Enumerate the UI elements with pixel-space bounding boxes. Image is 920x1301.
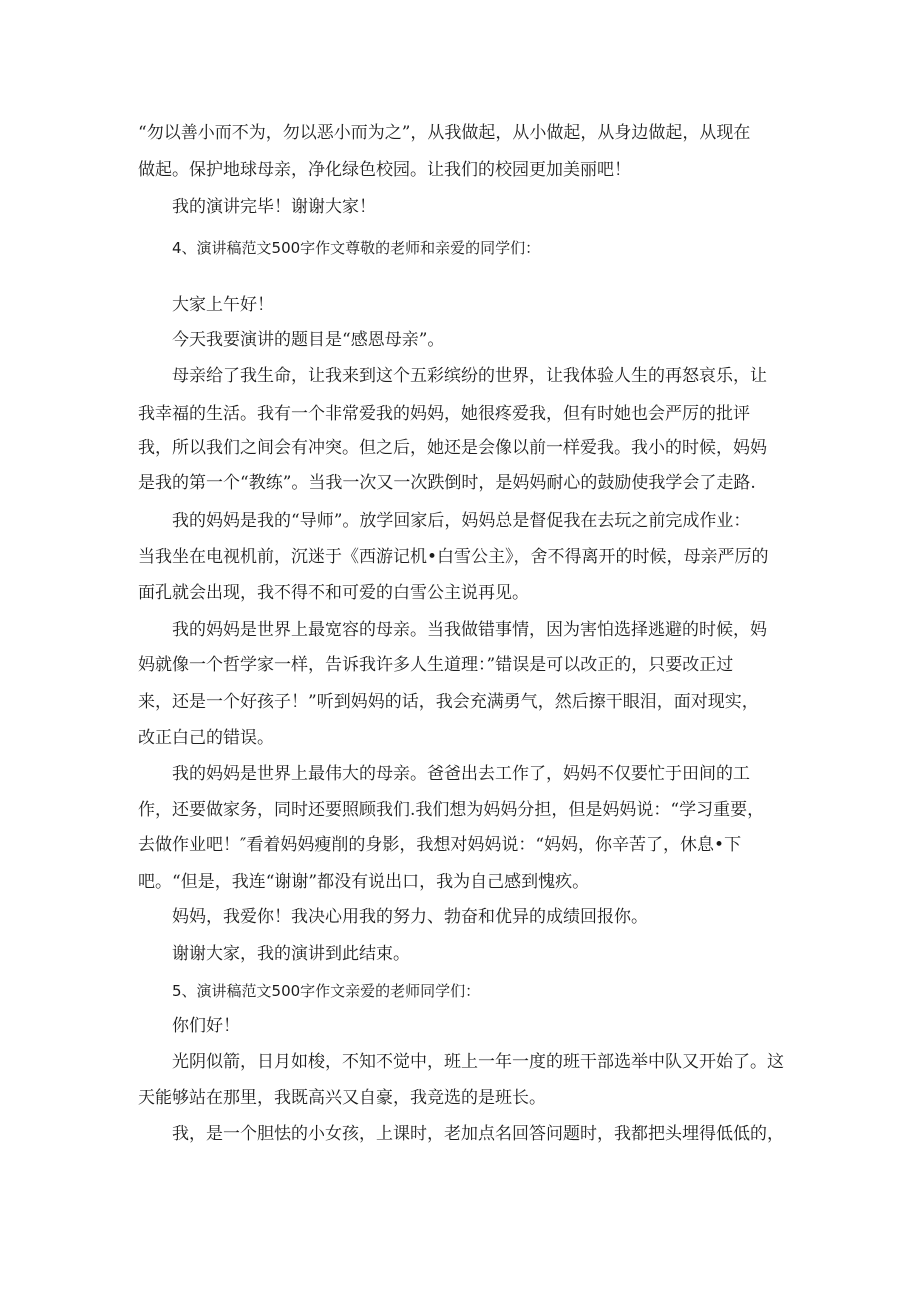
- paragraph-line: 我，是一个胆怯的小女孩，上课时，老加点名回答问题时，我都把头埋得低低的，: [172, 1124, 784, 1144]
- paragraph-line: 我的妈妈是我的“导师”。放学回家后，妈妈总是督促我在去玩之前完成作业：: [172, 511, 751, 531]
- paragraph-line: 妈妈，我爱你！我决心用我的努力、勃奋和优异的成绩回报你。: [172, 907, 648, 927]
- section-heading: 5、演讲稿范文500字作文亲爱的老师同学们：: [172, 982, 481, 1000]
- paragraph-line: 我，所以我们之间会有冲突。但之后，她还是会像以前一样爱我。我小的时候，妈妈: [138, 438, 767, 458]
- paragraph-line: 我的妈妈是世界上最伟大的母亲。爸爸出去工作了，妈妈不仅要忙于田间的工: [172, 764, 750, 784]
- paragraph-line: 当我坐在电视机前，沉迷于《西游记机•白雪公主》，舍不得离开的时候，母亲严厉的: [138, 547, 769, 567]
- paragraph-line: 你们好！: [172, 1016, 240, 1036]
- paragraph-line: 吧。“但是，我连“谢谢”都没有说出口，我为自己感到愧疚。: [138, 872, 590, 892]
- paragraph-line: 光阴似箭，日月如梭，不知不觉中，班上一年一度的班干部选举中队又开始了。这: [172, 1052, 784, 1072]
- paragraph-line: 我幸福的生活。我有一个非常爱我的妈妈，她很疼爱我，但有时她也会严厉的批评: [138, 404, 750, 424]
- paragraph-line: 妈就像一个哲学家一样，告诉我许多人生道理：”错误是可以改正的，只要改正过: [138, 655, 734, 675]
- paragraph-line: 谢谢大家，我的演讲到此结束。: [172, 944, 410, 964]
- paragraph-line: 做起。保护地球母亲，净化绿色校园。让我们的校园更加美丽吧！: [138, 160, 631, 180]
- paragraph-line: 去做作业吧！″看着妈妈瘦削的身影，我想对妈妈说：“妈妈，你辛苦了，休息•下: [138, 835, 742, 855]
- paragraph-line: 作，还要做家务，同时还要照顾我们.我们想为妈妈分担，但是妈妈说：“学习重要，: [138, 800, 765, 820]
- paragraph-line: “勿以善小而不为，勿以恶小而为之”，从我做起，从小做起，从身边做起，从现在: [138, 123, 751, 143]
- section-heading: 4、演讲稿范文500字作文尊敬的老师和亲爱的同学们：: [172, 239, 541, 257]
- paragraph-line: 天能够站在那里，我既高兴又自豪，我竞选的是班长。: [138, 1088, 546, 1108]
- paragraph-line: 我的妈妈是世界上最宽容的母亲。当我做错事情，因为害怕选择逃避的时候，妈: [172, 620, 767, 640]
- paragraph-line: 是我的第一个“教练”。当我一次又一次跌倒时，是妈妈耐心的鼓励使我学会了走路.: [138, 473, 756, 493]
- paragraph-line: 面孔就会出现，我不得不和可爱的白雪公主说再见。: [138, 583, 529, 603]
- paragraph-line: 改正白己的错误。: [138, 728, 274, 748]
- paragraph-line: 我的演讲完毕！谢谢大家！: [172, 197, 376, 217]
- paragraph-line: 大家上午好！: [172, 295, 274, 315]
- paragraph-line: 来，还是一个好孩子！”听到妈妈的话，我会充满勇气，然后擦干眼泪，面对现实，: [138, 692, 759, 712]
- paragraph-line: 今天我要演讲的题目是“感恩母亲”。: [172, 330, 445, 350]
- paragraph-line: 母亲给了我生命，让我来到这个五彩缤纷的世界，让我体验人生的再怒哀乐，让: [172, 366, 767, 386]
